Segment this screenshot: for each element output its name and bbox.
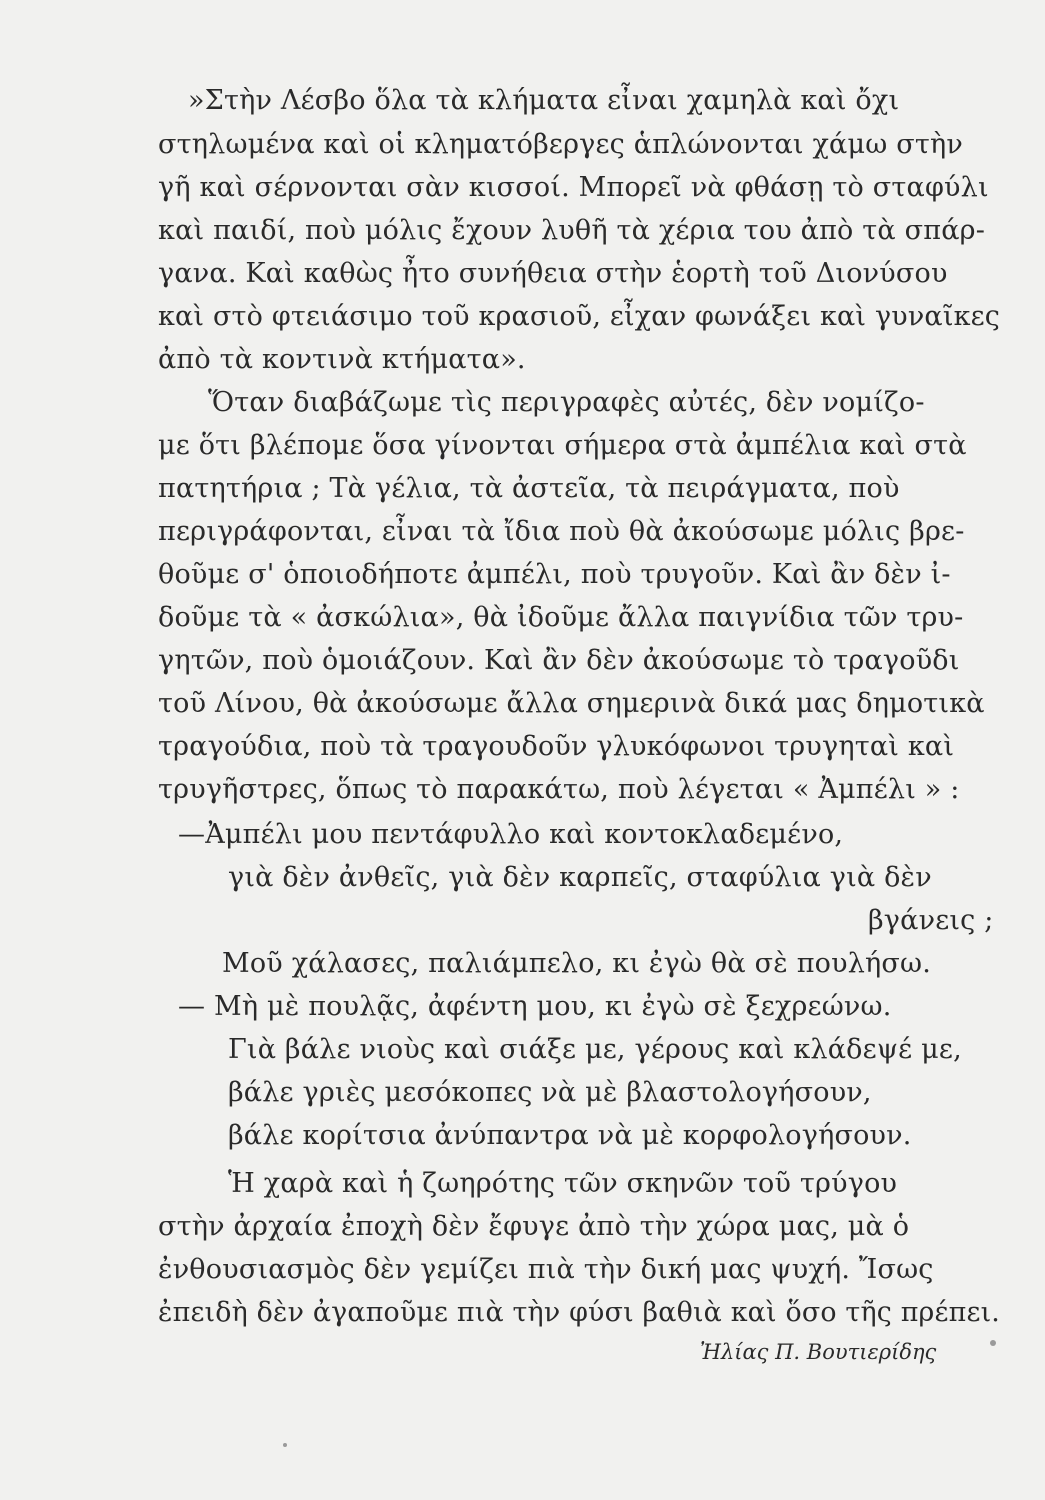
poem-line: βγάνεις ; bbox=[868, 905, 994, 936]
poem-line: —Ἀμπέλι μου πεντάφυλλο καὶ κοντοκλαδεμένο, bbox=[178, 819, 844, 850]
text-line: τραγούδια, ποὺ τὰ τραγουδοῦν γλυκόφωνοι τρυγηταὶ καὶ bbox=[158, 731, 955, 762]
text-line: περιγράφονται, εἶναι τὰ ἴδια ποὺ θὰ ἀκούσωμε μόλις βρε- bbox=[158, 516, 965, 547]
text-line: καὶ παιδί, ποὺ μόλις ἔχουν λυθῆ τὰ χέρια του ἀπὸ τὰ σπάρ- bbox=[158, 215, 986, 246]
paper-speck bbox=[990, 1340, 996, 1346]
text-line: »Στὴν Λέσβο ὅλα τὰ κλήματα εἶναι χαμηλὰ καὶ ὄχι bbox=[188, 85, 900, 116]
poem-line: Μοῦ χάλασες, παλιάμπελο, κι ἐγὼ θὰ σὲ πουλήσω. bbox=[222, 948, 932, 979]
text-line: ἀπὸ τὰ κοντινὰ κτήματα». bbox=[158, 344, 526, 375]
text-line: τοῦ Λίνου, θὰ ἀκούσωμε ἄλλα σημερινὰ δικά μας δημοτικὰ bbox=[158, 688, 985, 719]
paper-speck bbox=[283, 1443, 287, 1447]
text-line: στηλωμένα καὶ οἱ κληματόβεργες ἁπλώνονται χάμω στὴν bbox=[158, 129, 963, 160]
poem-line: βάλε γριὲς μεσόκοπες νὰ μὲ βλαστολογήσουν, bbox=[228, 1077, 872, 1108]
author-signature: Ἠλίας Π. Βουτιερίδης bbox=[700, 1340, 937, 1364]
text-line: Ὅταν διαβάζωμε τὶς περιγραφὲς αὐτές, δὲν νομίζο- bbox=[208, 387, 925, 418]
text-line: με ὅτι βλέπομε ὅσα γίνονται σήμερα στὰ ἀμπέλια καὶ στὰ bbox=[158, 430, 967, 461]
text-line: πατητήρια ; Τὰ γέλια, τὰ ἀστεῖα, τὰ πειράγματα, ποὺ bbox=[158, 473, 900, 504]
text-line: γανα. Καὶ καθὼς ἦτο συνήθεια στὴν ἑορτὴ τοῦ Διονύσου bbox=[158, 258, 948, 289]
text-line: γητῶν, ποὺ ὁμοιάζουν. Καὶ ἂν δὲν ἀκούσωμε τὸ τραγοῦδι bbox=[158, 645, 960, 676]
poem-line: γιὰ δὲν ἀνθεῖς, γιὰ δὲν καρπεῖς, σταφύλια γιὰ δὲν bbox=[228, 862, 932, 893]
text-line: στὴν ἀρχαία ἐποχὴ δὲν ἔφυγε ἀπὸ τὴν χώρα μας, μὰ ὁ bbox=[158, 1211, 910, 1242]
text-line: δοῦμε τὰ « ἀσκώλια», θὰ ἰδοῦμε ἄλλα παιγνίδια τῶν τρυ- bbox=[158, 602, 964, 633]
poem-line: — Μὴ μὲ πουλᾷς, ἀφέντη μου, κι ἐγὼ σὲ ξεχρεώνω. bbox=[178, 991, 892, 1022]
text-line: γῆ καὶ σέρνονται σὰν κισσοί. Μπορεῖ νὰ φθάσῃ τὸ σταφύλι bbox=[158, 172, 989, 203]
text-line: τρυγῆστρες, ὅπως τὸ παρακάτω, ποὺ λέγεται « Ἀμπέλι » : bbox=[158, 774, 960, 805]
text-line: ἐνθουσιασμὸς δὲν γεμίζει πιὰ τὴν δική μας ψυχή. Ἴσως bbox=[158, 1254, 934, 1285]
poem-line: Γιὰ βάλε νιοὺς καὶ σιάξε με, γέρους καὶ κλάδεψέ με, bbox=[228, 1034, 962, 1065]
poem-line: βάλε κορίτσια ἀνύπαντρα νὰ μὲ κορφολογήσουν. bbox=[228, 1120, 912, 1151]
text-line: καὶ στὸ φτειάσιμο τοῦ κρασιοῦ, εἶχαν φωνάξει καὶ γυναῖκες bbox=[158, 301, 1001, 332]
text-line: ἐπειδὴ δὲν ἀγαποῦμε πιὰ τὴν φύσι βαθιὰ καὶ ὅσο τῆς πρέπει. bbox=[158, 1297, 1001, 1328]
text-line: Ἡ χαρὰ καὶ ἡ ζωηρότης τῶν σκηνῶν τοῦ τρύγου bbox=[228, 1168, 898, 1199]
text-line: θοῦμε σ' ὁποιοδήποτε ἀμπέλι, ποὺ τρυγοῦν. Καὶ ἂν δὲν ἰ- bbox=[158, 559, 951, 590]
